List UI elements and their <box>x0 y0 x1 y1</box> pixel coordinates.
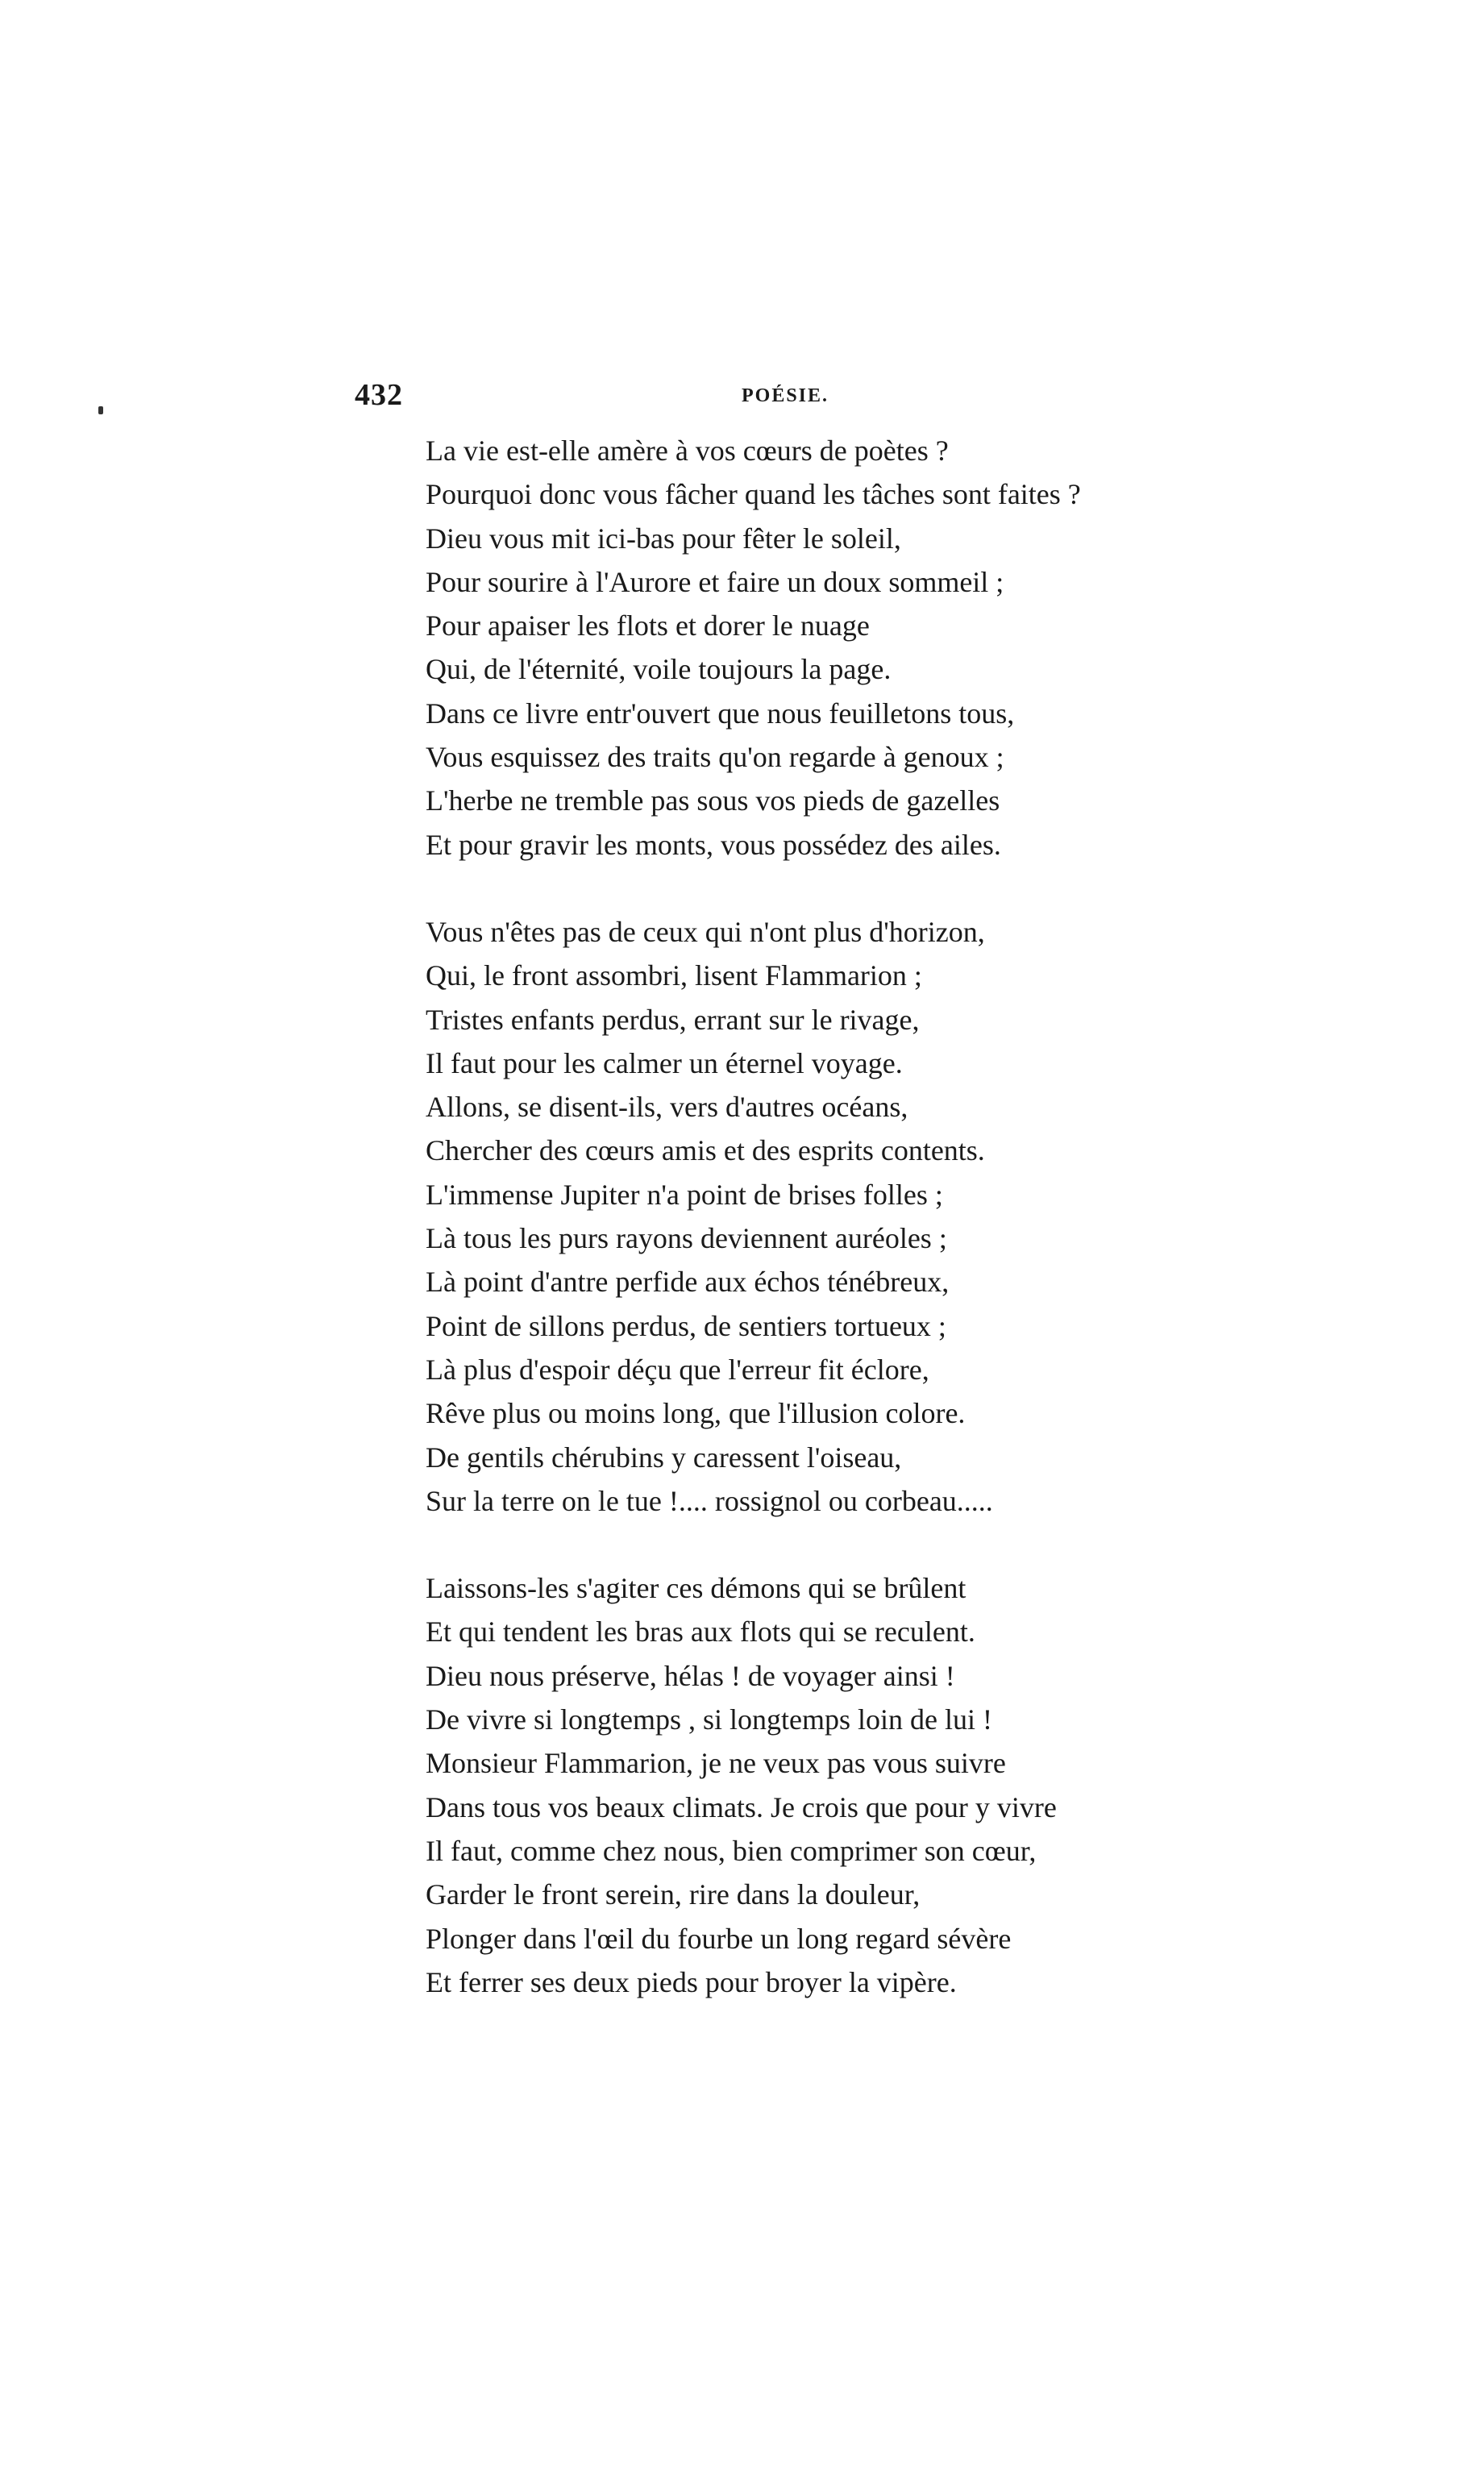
poem-line: Point de sillons perdus, de sentiers tortueux ; <box>426 1309 946 1342</box>
poem-line: La vie est-elle amère à vos cœurs de poètes ? <box>426 435 949 467</box>
poem-line: L'herbe ne tremble pas sous vos pieds de gazelles <box>426 784 1000 817</box>
poem-line: Là point d'antre perfide aux échos ténébreux, <box>426 1266 950 1299</box>
running-head: POÉSIE. <box>742 385 829 406</box>
poem-line: Pour sourire à l'Aurore et faire un doux sommeil ; <box>426 565 1004 598</box>
poem-line: Il faut pour les calmer un éternel voyage. <box>426 1046 903 1079</box>
poem-line: De gentils chérubins y caressent l'oiseau, <box>426 1441 902 1474</box>
poem-line: Monsieur Flammarion, je ne veux pas vous suivre <box>426 1747 1006 1780</box>
stanza <box>426 1566 1232 2004</box>
poem-line: De vivre si longtemps , si longtemps loin de lui ! <box>426 1703 992 1736</box>
poem-line: Dans ce livre entr'ouvert que nous feuilletons tous, <box>426 696 1015 730</box>
poem-line: Et pour gravir les monts, vous possédez des ailes. <box>426 828 1001 861</box>
margin-ink-mark <box>98 406 103 414</box>
poem-line: Vous esquissez des traits qu'on regarde à genoux ; <box>426 741 1004 774</box>
poem-line: Qui, de l'éternité, voile toujours la page. <box>426 653 892 686</box>
poem-line: Vous n'êtes pas de ceux qui n'ont plus d'horizon, <box>426 915 985 948</box>
poem-line: Rêve plus ou moins long, que l'illusion colore. <box>426 1397 966 1430</box>
poem-line: Pour apaiser les flots et dorer le nuage <box>426 609 870 642</box>
poem-line: Plonger dans l'œil du fourbe un long regard sévère <box>426 1922 1012 1955</box>
poem-line: Là plus d'espoir déçu que l'erreur fit éclore, <box>426 1353 929 1386</box>
page-header <box>355 377 1209 418</box>
poem-line: Qui, le front assombri, lisent Flammarion ; <box>426 959 922 992</box>
poem-line: Tristes enfants perdus, errant sur le rivage, <box>426 1003 920 1036</box>
poem-line: Dieu vous mit ici-bas pour fêter le soleil, <box>426 522 901 555</box>
poem-line: Il faut, comme chez nous, bien comprimer son cœur, <box>426 1834 1037 1867</box>
poem-line: Dans tous vos beaux climats. Je crois que pour y vivre <box>426 1790 1057 1823</box>
poem-line: L'immense Jupiter n'a point de brises folles ; <box>426 1178 943 1211</box>
poem-line: Garder le front serein, rire dans la douleur, <box>426 1878 921 1911</box>
poem-line: Pourquoi donc vous fâcher quand les tâches sont faites ? <box>426 478 1081 511</box>
poem-line: Et ferrer ses deux pieds pour broyer la vipère. <box>426 1965 957 1998</box>
page-number: 432 <box>355 378 403 412</box>
poem-line: Chercher des cœurs amis et des esprits contents. <box>426 1134 985 1167</box>
poem-body <box>426 429 1232 2048</box>
stanza <box>426 910 1232 1523</box>
stanza <box>426 429 1232 867</box>
poem-line: Laissons-les s'agiter ces démons qui se brûlent <box>426 1572 966 1605</box>
poem-line: Dieu nous préserve, hélas ! de voyager ainsi ! <box>426 1659 955 1692</box>
poem-line: Allons, se disent-ils, vers d'autres océans, <box>426 1091 908 1124</box>
poem-line: Sur la terre on le tue !.... rossignol ou corbeau..... <box>426 1484 993 1517</box>
poem-line: Là tous les purs rayons deviennent auréoles ; <box>426 1222 947 1255</box>
poem-line: Et qui tendent les bras aux flots qui se reculent. <box>426 1615 975 1649</box>
